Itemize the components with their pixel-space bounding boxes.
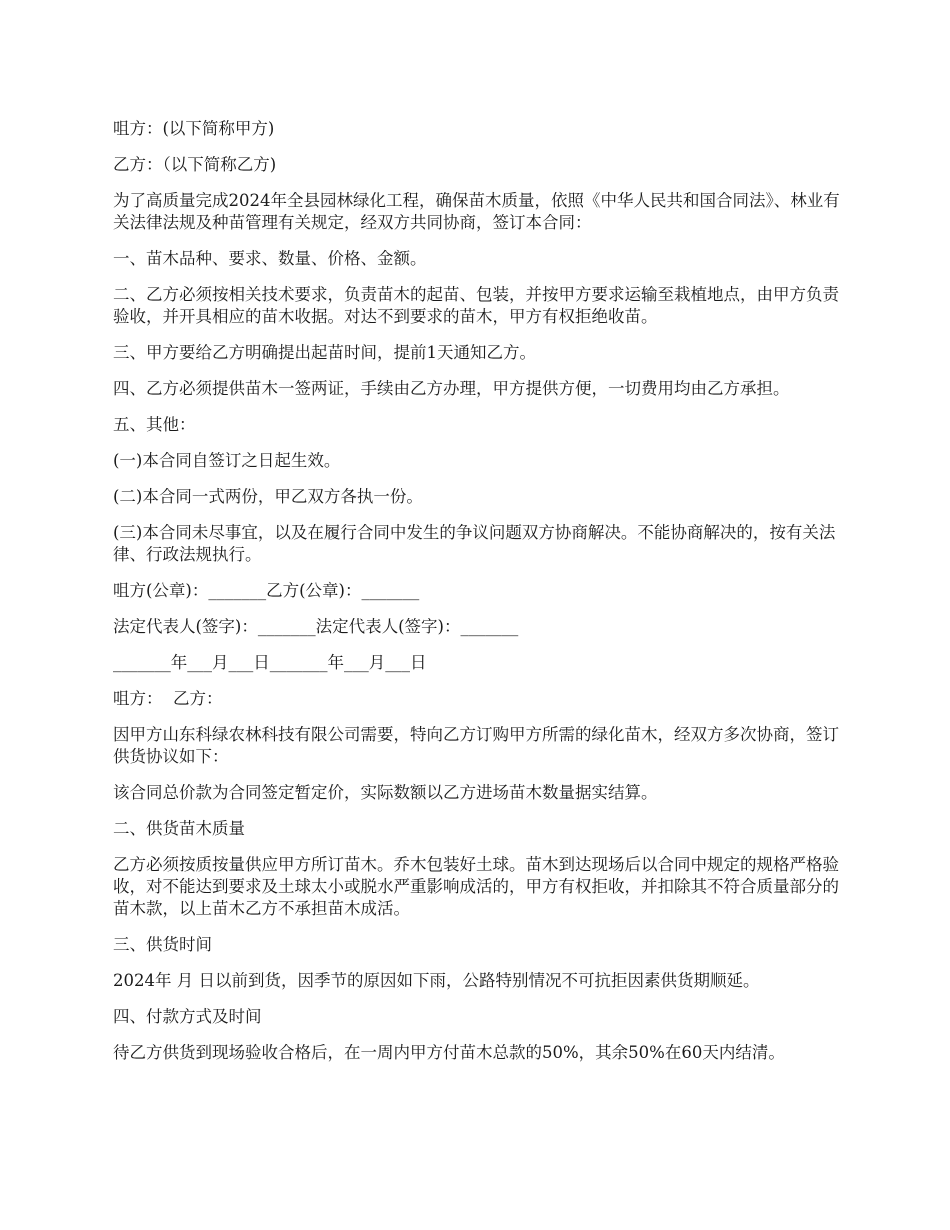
clause-5-heading: 五、其他： <box>113 415 196 434</box>
contract-document <box>113 118 841 1078</box>
section-payment-heading: 四、付款方式及时间 <box>113 1007 262 1026</box>
section-quality-heading: 二、供货苗木质量 <box>113 819 245 838</box>
clause-1: 一、苗木品种、要求、数量、价格、金额。 <box>113 249 427 268</box>
supply-intro-paragraph: 因甲方山东科绿农林科技有限公司需要，特向乙方订购甲方所需的绿化苗木，经双方多次协商，签订供货协议如下： <box>113 725 839 766</box>
quality-paragraph: 乙方必须按质按量供应甲方所订苗木。乔木包装好土球。苗木到达现场后以合同中规定的规格严格验收，对不能达到要求及土球太小或脱水严重影响成活的，甲方有权拒收，并扣除其不符合质量部分的苗木款，以上苗木乙方不承担苗木成活。 <box>113 855 839 918</box>
party-a-line: 咀方：(以下简称甲方) <box>113 119 275 138</box>
time-paragraph: 2024年 月 日以前到货，因季节的原因如下雨，公路特别情况不可抗拒因素供货期顺延。 <box>113 971 760 990</box>
preamble-paragraph: 为了高质量完成2024年全县园林绿化工程，确保苗木质量，依照《中华人民共和国合同法》、林业有关法律法规及种苗管理有关规定，经双方共同协商，签订本合同： <box>113 191 840 232</box>
clause-5-item-3: (三)本合同未尽事宜，以及在履行合同中发生的争议问题双方协商解决。不能协商解决的，按有关法律、行政法规执行。 <box>113 523 836 564</box>
signature-line: 法定代表人(签字)：_______法定代表人(签字)：_______ <box>113 617 519 636</box>
parties-line: 咀方： 乙方： <box>113 689 223 708</box>
date-line: _______年___月___日_______年___月___日 <box>113 653 427 672</box>
clause-5-item-2: (二)本合同一式两份，甲乙双方各执一份。 <box>113 487 423 506</box>
seal-line: 咀方(公章)：_______乙方(公章)：_______ <box>113 581 420 600</box>
clause-4: 四、乙方必须提供苗木一签两证，手续由乙方办理，甲方提供方便，一切费用均由乙方承担。 <box>113 379 790 398</box>
clause-5-item-1: (一)本合同自签订之日起生效。 <box>113 451 341 470</box>
clause-3: 三、甲方要给乙方明确提出起苗时间，提前1天通知乙方。 <box>113 343 536 362</box>
party-b-line: 乙方：（以下简称乙方) <box>113 155 277 174</box>
clause-2: 二、乙方必须按相关技术要求，负责苗木的起苗、包装，并按甲方要求运输至栽植地点，由甲方负责验收，并开具相应的苗木收据。对达不到要求的苗木，甲方有权拒绝收苗。 <box>113 285 839 326</box>
section-time-heading: 三、供货时间 <box>113 935 212 954</box>
payment-paragraph: 待乙方供货到现场验收合格后，在一周内甲方付苗木总款的50%，其余50%在60天内结清。 <box>113 1043 785 1062</box>
price-paragraph: 该合同总价款为合同签定暂定价，实际数额以乙方进场苗木数量据实结算。 <box>113 783 658 802</box>
